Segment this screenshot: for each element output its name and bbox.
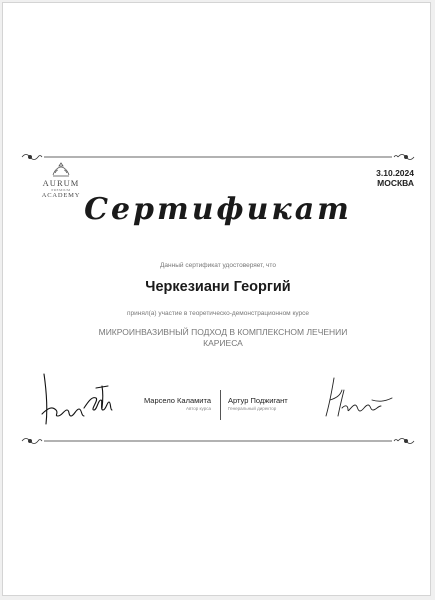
signer-author-role: Автор курса — [185, 406, 211, 411]
participation-text: принял(а) участие в теоретическо-демонстрационном курсе — [126, 310, 310, 317]
attests-text: Данный сертификат удостоверяет, что — [160, 262, 276, 269]
signature-podzhigant — [316, 372, 398, 422]
signature-divider — [220, 390, 221, 420]
bottom-ornament-rule — [18, 434, 418, 448]
signer-director-role: Генеральный директор — [228, 406, 277, 411]
issue-city: МОСКВА — [377, 178, 414, 188]
signer-author-name: Марсело Каламита — [143, 396, 211, 405]
signer-author — [127, 396, 211, 412]
course-title: МИКРОИНВАЗИВНЫЙ ПОДХОД В КОМПЛЕКСНОМ ЛЕЧЕНИИ КАРИЕСА — [98, 327, 348, 348]
logo-premium: PREMIUM — [51, 188, 71, 192]
certificate-title: Сертификат — [84, 192, 352, 227]
logo-academy: ACADEMY — [41, 192, 81, 199]
logo-aurum: AURUM — [42, 178, 80, 188]
recipient-name: Черкезиани Георгий — [145, 279, 291, 295]
crest-icon — [50, 162, 72, 178]
signer-director-name: Артур Поджигант — [228, 396, 288, 405]
signature-calamita — [40, 368, 120, 426]
issue-date: 3.10.2024 — [376, 168, 414, 178]
signer-director — [228, 396, 318, 412]
date-block — [376, 168, 414, 188]
certificate — [18, 150, 418, 450]
